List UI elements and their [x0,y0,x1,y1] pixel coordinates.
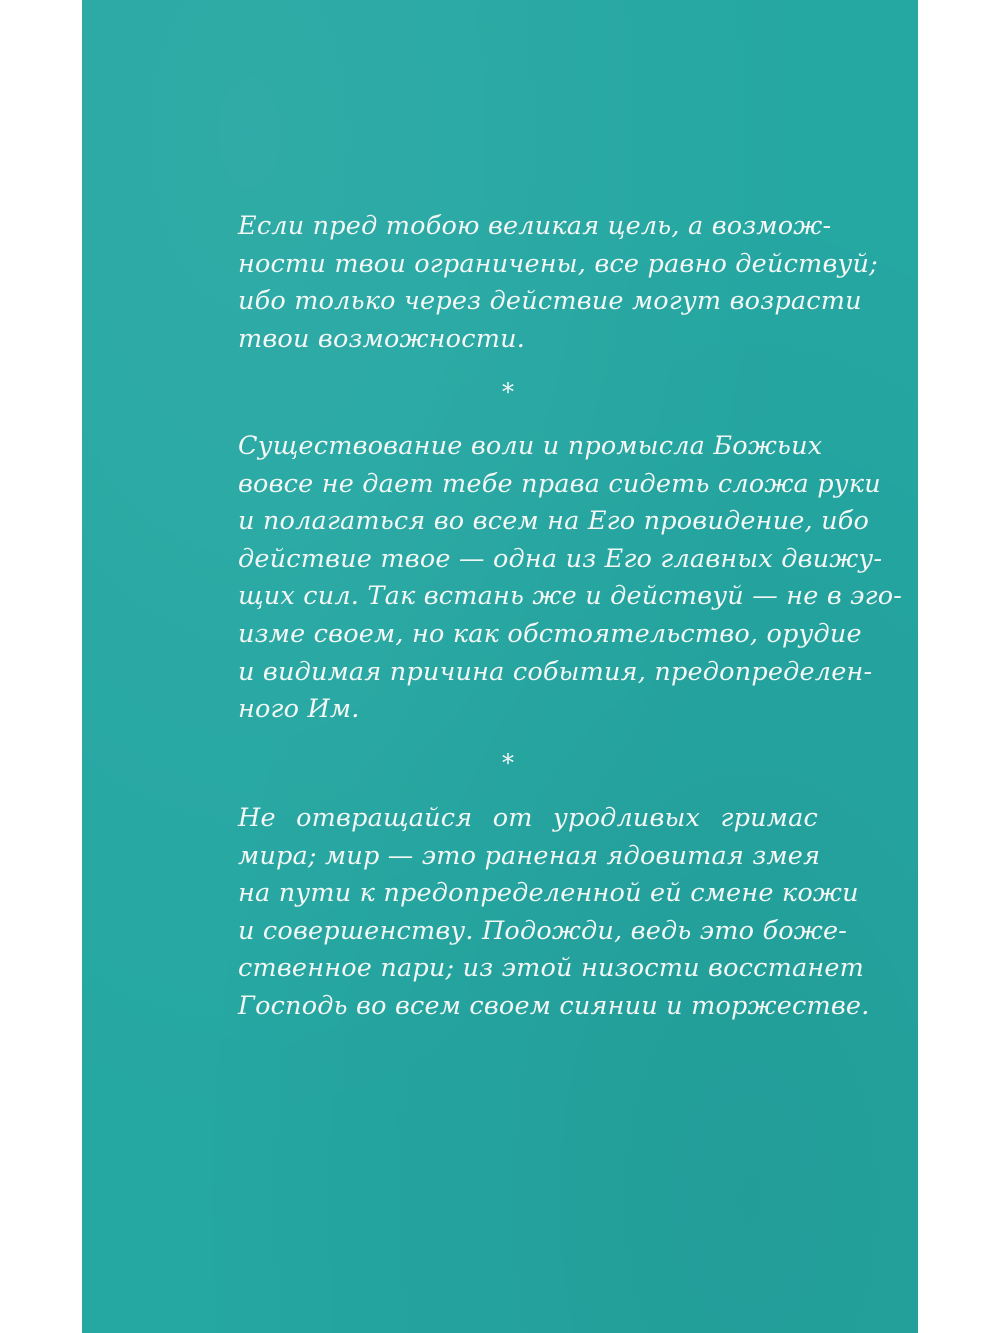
quote-paragraph-1 [238,208,878,358]
quote-line: на пути к предопределенной ей смене кожи [238,878,859,909]
asterisk-separator: * [502,378,514,406]
quote-line: Господь во всем своем сиянии и торжестве. [238,990,870,1021]
quote-line: твои возможности. [238,323,526,354]
quote-line: и полагаться во всем на Его провидение, ибо [238,506,870,537]
quote-paragraph-2 [238,428,903,729]
quote-line: ибо только через действие могут возрасти [238,286,862,317]
quote-line: и совершенству. Подожди, ведь это боже- [238,915,848,946]
quote-line: Если пред тобою великая цель, а возмож- [238,211,832,241]
quote-line: Существование воли и промысла Божьих [238,431,823,461]
quote-line: Не отвращайся от уродливых гримас [238,803,818,833]
quote-line: и видимая причина события, предопределен- [238,656,873,687]
quote-paragraph-3 [238,800,870,1026]
quote-line: вовсе не дает тебе права сидеть сложа руки [238,468,881,499]
asterisk-separator: * [502,749,514,777]
quote-line: ности твои ограничены, все равно действуй; [238,248,878,279]
quote-line: щих сил. Так встань же и действуй — не в эго- [238,581,903,612]
quote-line: мира; мир — это раненая ядовитая змея [238,840,821,871]
quote-line: ного Им. [238,694,360,725]
quote-line: ственное пари; из этой низости восстанет [238,953,865,984]
quote-line: действие твое — одна из Его главных движу- [238,543,883,574]
quote-line: изме своем, но как обстоятельство, орудие [238,618,862,649]
